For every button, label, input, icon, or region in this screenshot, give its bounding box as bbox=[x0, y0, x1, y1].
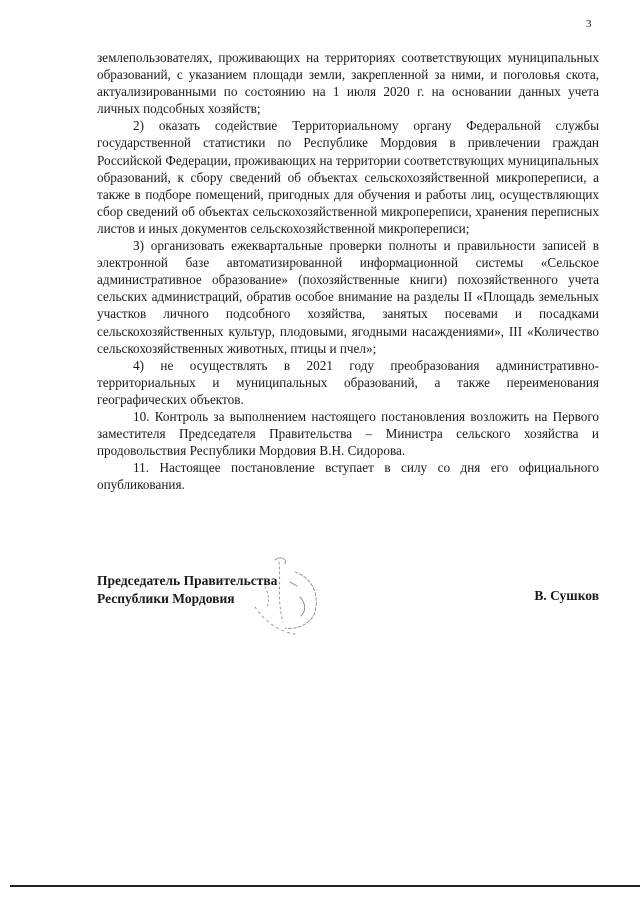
page-number: 3 bbox=[586, 18, 592, 30]
paragraph-continuation: землепользователях, проживающих на территориях соответствующих муниципальных образований, с указанием площади земли, закрепленной за ними, и поголовья скота, актуализированными по состоянию на 1 июля 2020 г. на основании данных учета личных подсобных хозяйств; bbox=[97, 50, 599, 117]
paragraph-item-3: 3) организовать ежеквартальные проверки полноты и правильности записей в электронной базе автоматизированной информационной системы «Сельское административное образование» (похозяйственные книги) похозяйственного учета сельских администраций, обратив особое внимание на разделы II «Площадь земельных участков личного подсобного хозяйства, занятых посевами и посадками сельскохозяйственных культур, плодовыми, ягодными насаждениями», III «Количество сельскохозяйственных животных, птицы и пчел»; bbox=[97, 238, 599, 356]
signer-name: В. Сушков bbox=[534, 588, 599, 603]
document-body bbox=[97, 49, 599, 493]
signature-block bbox=[97, 572, 599, 632]
signer-title-line-1: Председатель Правительства bbox=[97, 573, 278, 588]
signer-title-line-2: Республики Мордовия bbox=[97, 591, 235, 606]
paragraph-item-4: 4) не осуществлять в 2021 году преобразования административно-территориальных и муниципальных образований, а также переименования географических объектов. bbox=[97, 357, 599, 407]
paragraph-clause-11: 11. Настоящее постановление вступает в силу со дня его официального опубликования. bbox=[97, 460, 599, 493]
handwritten-signature bbox=[235, 552, 345, 642]
paragraph-clause-10: 10. Контроль за выполнением настоящего постановления возложить на Первого заместителя Председателя Правительства – Министра сельского хозяйства и продовольствия Республики Мордовия В.Н. Сидорова. bbox=[97, 408, 599, 459]
bottom-border-line bbox=[10, 885, 640, 887]
paragraph-item-2: 2) оказать содействие Территориальному органу Федеральной службы государственной статистики по Республике Мордовия в привлечении граждан Российской Федерации, проживающих на территории соответствующих муниципальных образований, к сбору сведений об объектах сельскохозяйственной микропереписи, а также в подборе помещений, пригодных для обучения и работы лиц, осуществляющих сбор сведений об объектах сельскохозяйственной микропереписи, хранения переписных листов и иных документов сельскохозяйственной микропереписи; bbox=[97, 118, 599, 236]
